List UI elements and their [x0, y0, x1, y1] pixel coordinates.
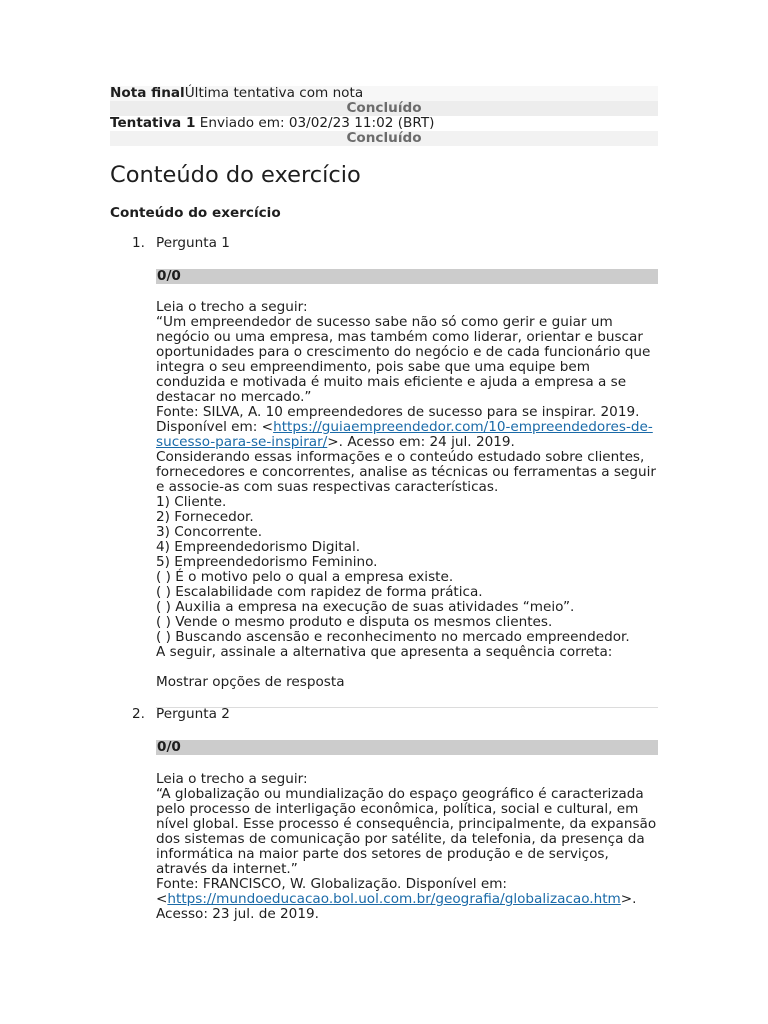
score-bar: 0/0	[156, 269, 658, 284]
text-line: ( ) Buscando ascensão e reconhecimento no mercado empreendedor.	[156, 629, 630, 645]
attempt-submitted: Enviado em: 03/02/23 11:02 (BRT)	[195, 115, 435, 131]
question-text	[156, 772, 666, 922]
text-line: pelo processo de interligação econômica, política, social e cultural, em	[156, 801, 639, 817]
text-line: “Um empreendedor de sucesso sabe não só como gerir e guiar um	[156, 314, 613, 330]
question-title: Pergunta 2	[156, 706, 230, 722]
text-fragment: >.	[620, 891, 637, 907]
text-line: ( ) Auxilia a empresa na execução de suas atividades “meio”.	[156, 599, 575, 615]
text-line: fornecedores e concorrentes, analise as técnicas ou ferramentas a seguir	[156, 464, 656, 480]
text-line: A seguir, assinale a alternativa que apresenta a sequência correta:	[156, 644, 613, 660]
page-title: Conteúdo do exercício	[110, 162, 361, 188]
text-line: nível global. Esse processo é consequência, principalmente, da expansão	[156, 816, 657, 832]
text-line: “A globalização ou mundialização do espaço geográfico é caracterizada	[156, 786, 644, 802]
attempt-row	[110, 116, 658, 131]
text-line: oportunidades para o crescimento do negócio e de cada funcionário que	[156, 344, 651, 360]
text-line: Fonte: SILVA, A. 10 empreendedores de sucesso para se inspirar. 2019.	[156, 404, 640, 420]
final-grade-label: Nota final	[110, 85, 185, 101]
text-fragment: Disponível em: <	[156, 419, 274, 435]
text-fragment: <	[156, 891, 168, 907]
show-answer-options-button[interactable]: Mostrar opções de resposta	[156, 674, 345, 690]
text-line: 5) Empreendedorismo Feminino.	[156, 554, 378, 570]
final-grade-row	[110, 86, 658, 101]
section-title: Conteúdo do exercício	[110, 205, 281, 221]
status-badge: Concluído	[110, 131, 658, 146]
text-line: ( ) Escalabilidade com rapidez de forma prática.	[156, 584, 483, 600]
text-line: Acesso: 23 jul. de 2019.	[156, 906, 319, 922]
text-line: Leia o trecho a seguir:	[156, 771, 308, 787]
text-line: 3) Concorrente.	[156, 524, 263, 540]
text-line: 1) Cliente.	[156, 494, 227, 510]
text-line	[156, 892, 666, 907]
attempt-summary	[110, 86, 658, 146]
text-line: destacar no mercado.”	[156, 389, 312, 405]
text-line: integra o seu empreendimento, pois sabe que uma equipe bem	[156, 359, 590, 375]
text-line: através da internet.”	[156, 861, 298, 877]
text-line: Fonte: FRANCISCO, W. Globalização. Disponível em:	[156, 876, 508, 892]
text-line: 4) Empreendedorismo Digital.	[156, 539, 361, 555]
attempt-label: Tentativa 1	[110, 115, 196, 131]
question-text	[156, 300, 666, 660]
text-line: ( ) Vende o mesmo produto e disputa os mesmos clientes.	[156, 614, 553, 630]
text-line: Considerando essas informações e o conteúdo estudado sobre clientes,	[156, 449, 645, 465]
text-line: Leia o trecho a seguir:	[156, 299, 308, 315]
text-line	[156, 435, 666, 450]
text-line: ( ) É o motivo pelo o qual a empresa existe.	[156, 569, 454, 585]
source-link[interactable]: https://guiaempreendedor.com/10-empreendedores-de-	[273, 419, 653, 435]
text-line: negócio ou uma empresa, mas também como liderar, orientar e buscar	[156, 329, 643, 345]
text-line: e associe-as com suas respectivas características.	[156, 479, 499, 495]
question-number: 1.	[132, 235, 145, 251]
text-line: 2) Fornecedor.	[156, 509, 254, 525]
score-bar: 0/0	[156, 740, 658, 755]
source-link[interactable]: https://mundoeducacao.bol.uol.com.br/geografia/globalizacao.htm	[167, 891, 621, 907]
question-number: 2.	[132, 706, 145, 722]
text-line: informática na maior parte dos setores de produção e de serviços,	[156, 846, 609, 862]
final-grade-value: Última tentativa com nota	[184, 85, 364, 101]
question-title: Pergunta 1	[156, 235, 230, 251]
text-line	[156, 420, 666, 435]
text-fragment: >. Acesso em: 24 jul. 2019.	[327, 434, 515, 450]
source-link-continued[interactable]: sucesso-para-se-inspirar/	[156, 434, 328, 450]
text-line: conduzida e motivada é muito mais eficiente e ajuda a empresa a se	[156, 374, 627, 390]
text-line: dos sistemas de comunicação por satélite, da telefonia, da presença da	[156, 831, 645, 847]
divider	[156, 707, 658, 708]
status-badge: Concluído	[110, 101, 658, 116]
